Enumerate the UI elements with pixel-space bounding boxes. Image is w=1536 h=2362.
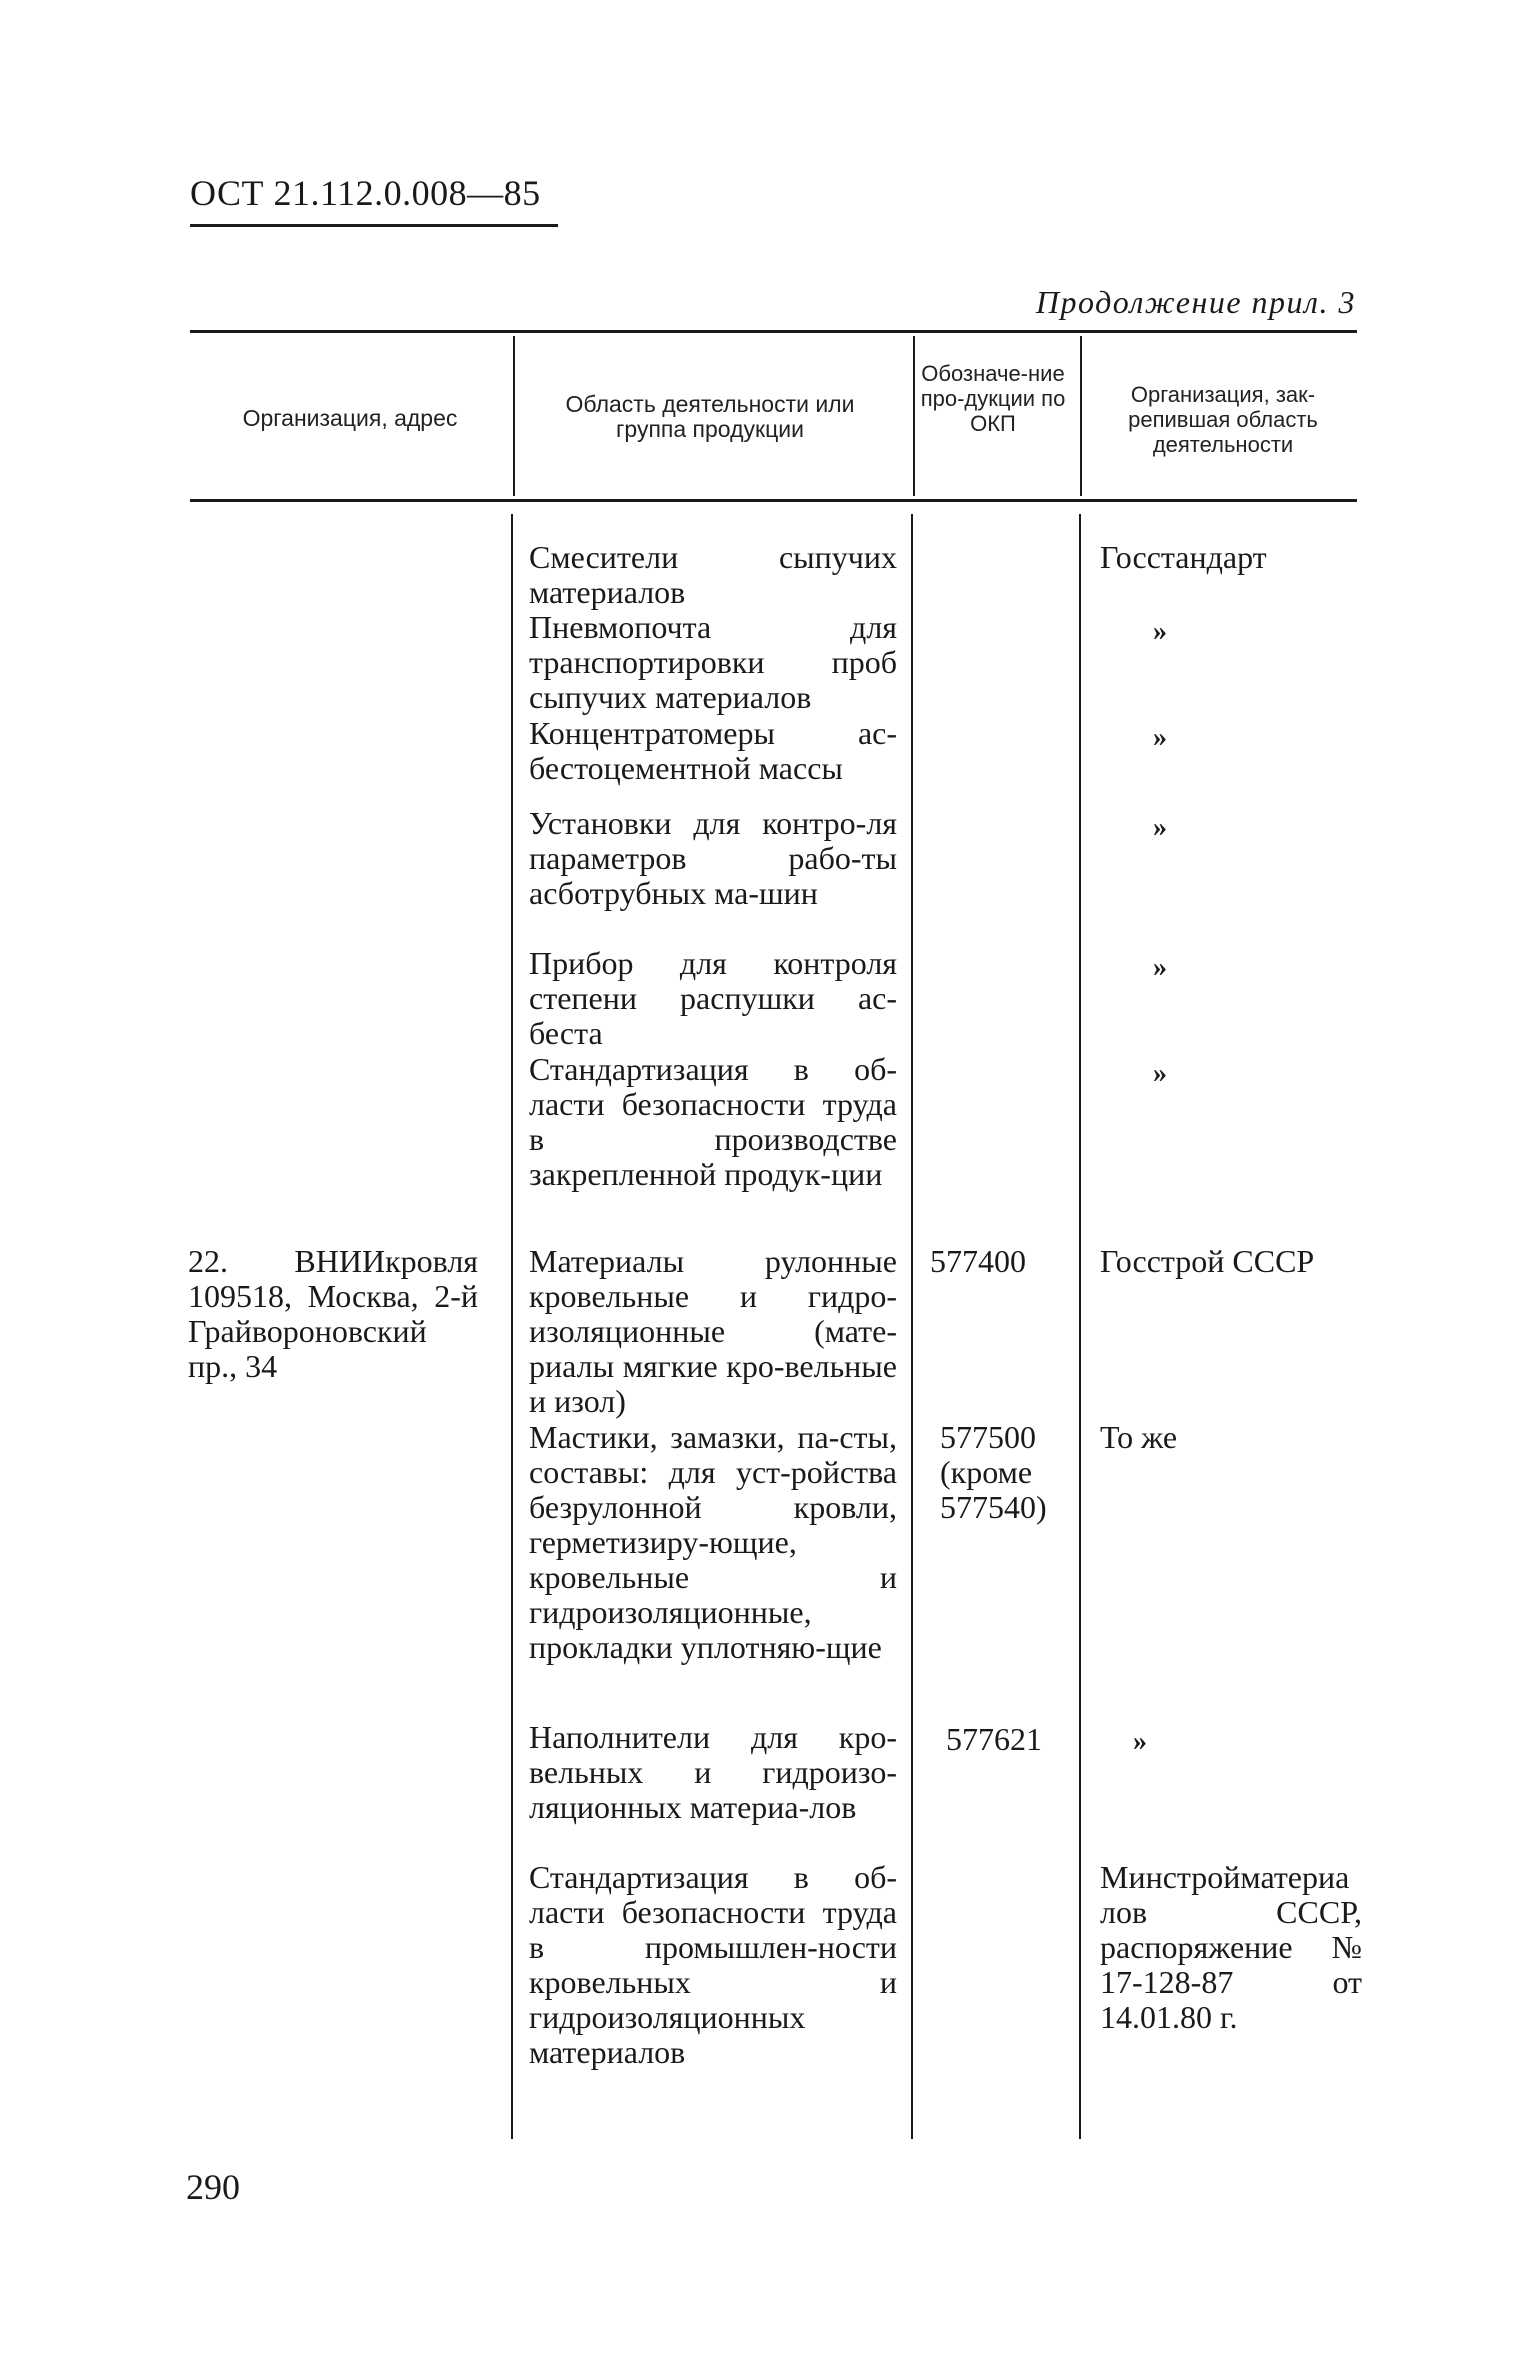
table-cell-okp: 577621	[946, 1721, 1042, 1757]
continuation-label: Продолжение прил. 3	[1035, 284, 1356, 320]
table-cell-fixed-by: Госстандарт	[1100, 539, 1267, 575]
table-cell-area: Стандартизация в об-ласти безопасности труда в промышлен-ности кровельных и гидроизоляционных материалов	[529, 1859, 897, 2070]
table-cell-area: Установки для контро-ля параметров рабо-ты асботрубных ма-шин	[529, 805, 897, 911]
header-divider-2	[913, 336, 915, 496]
table-cell-area: Наполнители для кро-вельных и гидроизо-ляционных материа-лов	[529, 1719, 897, 1825]
column-divider-3	[1079, 514, 1081, 2139]
table-cell-area: Мастики, замазки, па-сты, составы: для уст-ройства безрулонной кровли, герметизиру-ющие, кровельные и гидроизоляционные, прокладки уплотняю-щие	[529, 1419, 897, 1665]
document-code: ОСТ 21.112.0.008—85	[190, 173, 541, 213]
table-cell-fixed-by: Госстрой СССР	[1100, 1243, 1315, 1279]
table-cell-okp: 577500 (кроме 577540)	[940, 1419, 1047, 1525]
table-cell-fixed-by: »	[1153, 722, 1167, 753]
table-cell-area: Пневмопочта для транспортировки проб сыпучих материалов	[529, 609, 897, 715]
column-header-fixed-by: Организация, зак-репившая область деятельности	[1128, 382, 1318, 457]
column-header-area: Область деятельности или группа продукции	[565, 391, 855, 442]
table-cell-fixed-by: »	[1153, 616, 1167, 647]
column-divider-2	[911, 514, 913, 2139]
table-cell-fixed-by: Минстройматериалов СССР, распоряжение № 17-128-87 от 14.01.80 г.	[1100, 1859, 1362, 2035]
table-cell-organization: 22. ВНИИкровля 109518, Москва, 2-й Грайвороновский пр., 34	[188, 1243, 478, 1384]
column-header-organization: Организация, адрес	[242, 405, 458, 431]
table-cell-fixed-by: »	[1133, 1726, 1147, 1757]
column-divider-1	[511, 514, 513, 2139]
table-cell-area: Материалы рулонные кровельные и гидро-изоляционные (мате-риалы мягкие кро-вельные и изол)	[529, 1243, 897, 1419]
table-cell-fixed-by: То же	[1100, 1419, 1178, 1455]
table-cell-fixed-by: »	[1153, 1058, 1167, 1089]
table-header-bottom-rule	[190, 499, 1357, 502]
table-cell-fixed-by: »	[1153, 952, 1167, 983]
column-header-okp: Обозначе-ние про-дукции по ОКП	[920, 361, 1066, 436]
table-cell-area: Смесители сыпучих материалов	[529, 539, 897, 610]
header-divider-1	[513, 336, 515, 496]
table-cell-area: Концентратомеры ас-бестоцементной массы	[529, 715, 897, 786]
document-code-underline	[190, 224, 558, 227]
page-number: 290	[186, 2167, 240, 2207]
header-divider-3	[1080, 336, 1082, 496]
table-cell-fixed-by: »	[1153, 812, 1167, 843]
table-top-rule	[190, 330, 1357, 333]
table-cell-area: Стандартизация в об-ласти безопасности труда в производстве закрепленной продук-ции	[529, 1051, 897, 1192]
table-cell-area: Прибор для контроля степени распушки ас-беста	[529, 945, 897, 1051]
table-cell-okp: 577400	[930, 1243, 1026, 1279]
